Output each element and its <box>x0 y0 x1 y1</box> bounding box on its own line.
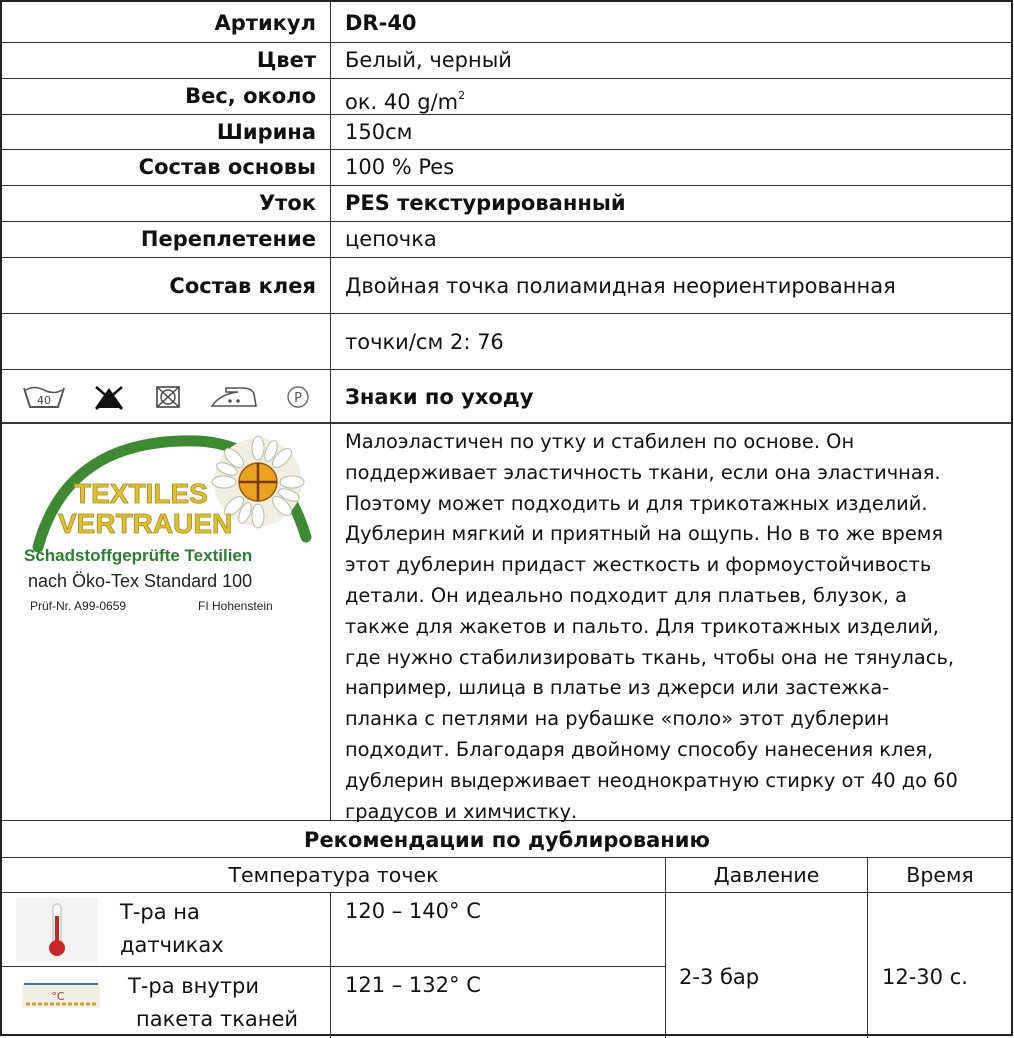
fabric-temp-label-line2: пакета тканей <box>136 1007 299 1031</box>
value-adhesive: Двойная точка полиамидная неориентированная <box>345 274 896 298</box>
description-line: подходит. Благодаря двойному способу нанесения клея, <box>345 737 934 761</box>
fabric-temp-icon-text: °C <box>51 990 65 1003</box>
no-tumble-dry-icon <box>151 382 185 412</box>
description-line: градусов и химчистку. <box>345 799 578 823</box>
description-line: Поэтому может подходить и для трикотажных изделий. <box>345 491 928 515</box>
sensor-temp-value: 120 – 140° C <box>345 899 481 923</box>
sensor-temp-label-line2: датчиках <box>120 933 224 957</box>
care-symbols <box>4 372 330 422</box>
label-adhesive: Состав клея <box>169 274 316 298</box>
weight-superscript: 2 <box>458 89 466 102</box>
dry-clean-p-icon <box>283 382 313 412</box>
value-base-composition: 100 % Pes <box>345 155 455 179</box>
label-color: Цвет <box>256 48 316 72</box>
fabric-temp-value: 121 – 132° C <box>345 973 481 997</box>
description-line: детали. Он идеально подходит для платьев, блузок, а <box>345 583 907 607</box>
description <box>345 427 1010 827</box>
logo-pruf-nr: Prüf-Nr. A99-0659 <box>30 599 127 613</box>
description-line: поддерживает эластичность ткани, если она эластичная. <box>345 460 941 484</box>
oeko-tex-logo <box>8 427 326 622</box>
care-title: Знаки по уходу <box>345 385 534 409</box>
label-weft: Уток <box>258 191 316 215</box>
logo-hohenstein: FI Hohenstein <box>198 599 273 613</box>
value-width: 150см <box>345 120 413 144</box>
fabric-temp-label <box>128 970 298 1036</box>
description-line: также для жакетов и пальто. Для трикотажных изделий, <box>345 614 939 638</box>
fabric-temperature-icon <box>18 974 108 1012</box>
description-line: например, шлица в платье из джерси или застежка- <box>345 676 890 700</box>
logo-schadstoff: Schadstoffgeprüfte Textilien <box>24 546 253 565</box>
wash-temp-text: 40 <box>37 394 52 407</box>
description-line: где нужно стабилизировать ткань, чтобы она не тянулась, <box>345 645 955 669</box>
dry-clean-letter: P <box>293 391 302 406</box>
label-article: Артикул <box>214 11 316 35</box>
value-color: Белый, черный <box>345 48 512 72</box>
time-value: 12-30 с. <box>882 965 968 989</box>
logo-standard: nach Öko-Tex Standard 100 <box>28 571 253 591</box>
sensor-temp-label-line1: Т-ра на <box>120 900 200 924</box>
description-line: дублерин выдерживает неоднократную стирку от 40 до 60 <box>345 768 958 792</box>
header-temperature: Температура точек <box>228 863 439 887</box>
fusing-title: Рекомендации по дублированию <box>304 828 710 852</box>
description-line: планка с петлями на рубашке «поло» этот дублерин <box>345 707 890 731</box>
header-time: Время <box>906 863 974 887</box>
thermometer-icon <box>16 898 98 962</box>
iron-two-dots-icon <box>208 382 260 412</box>
value-dots-per-cm: точки/см 2: 76 <box>345 330 504 354</box>
header-pressure: Давление <box>713 863 820 887</box>
pressure-value: 2-3 бар <box>679 965 760 989</box>
fabric-temp-label-line1: Т-ра внутри <box>128 974 260 998</box>
value-weave: цепочка <box>345 227 437 251</box>
label-width: Ширина <box>216 120 316 144</box>
description-line: Малоэластичен по утку и стабилен по основе. Он <box>345 430 855 453</box>
logo-textiles: TEXTILES <box>74 478 208 509</box>
label-weight: Вес, около <box>185 84 316 108</box>
label-base-composition: Состав основы <box>138 155 316 179</box>
value-weft: PES текстурированный <box>345 191 626 215</box>
wash-40-icon <box>21 382 67 412</box>
sensor-temp-label <box>120 896 224 962</box>
no-bleach-icon <box>90 382 128 412</box>
weight-text: ок. 40 g/m <box>345 90 459 114</box>
description-line: Дублерин мягкий и приятный на ощупь. Но в то же время <box>345 522 944 546</box>
logo-vertrauen: VERTRAUEN <box>58 508 233 539</box>
description-line: этот дублерин придаст жесткость и формоустойчивость <box>345 553 932 577</box>
value-article: DR-40 <box>345 11 417 35</box>
label-weave: Переплетение <box>140 227 316 251</box>
